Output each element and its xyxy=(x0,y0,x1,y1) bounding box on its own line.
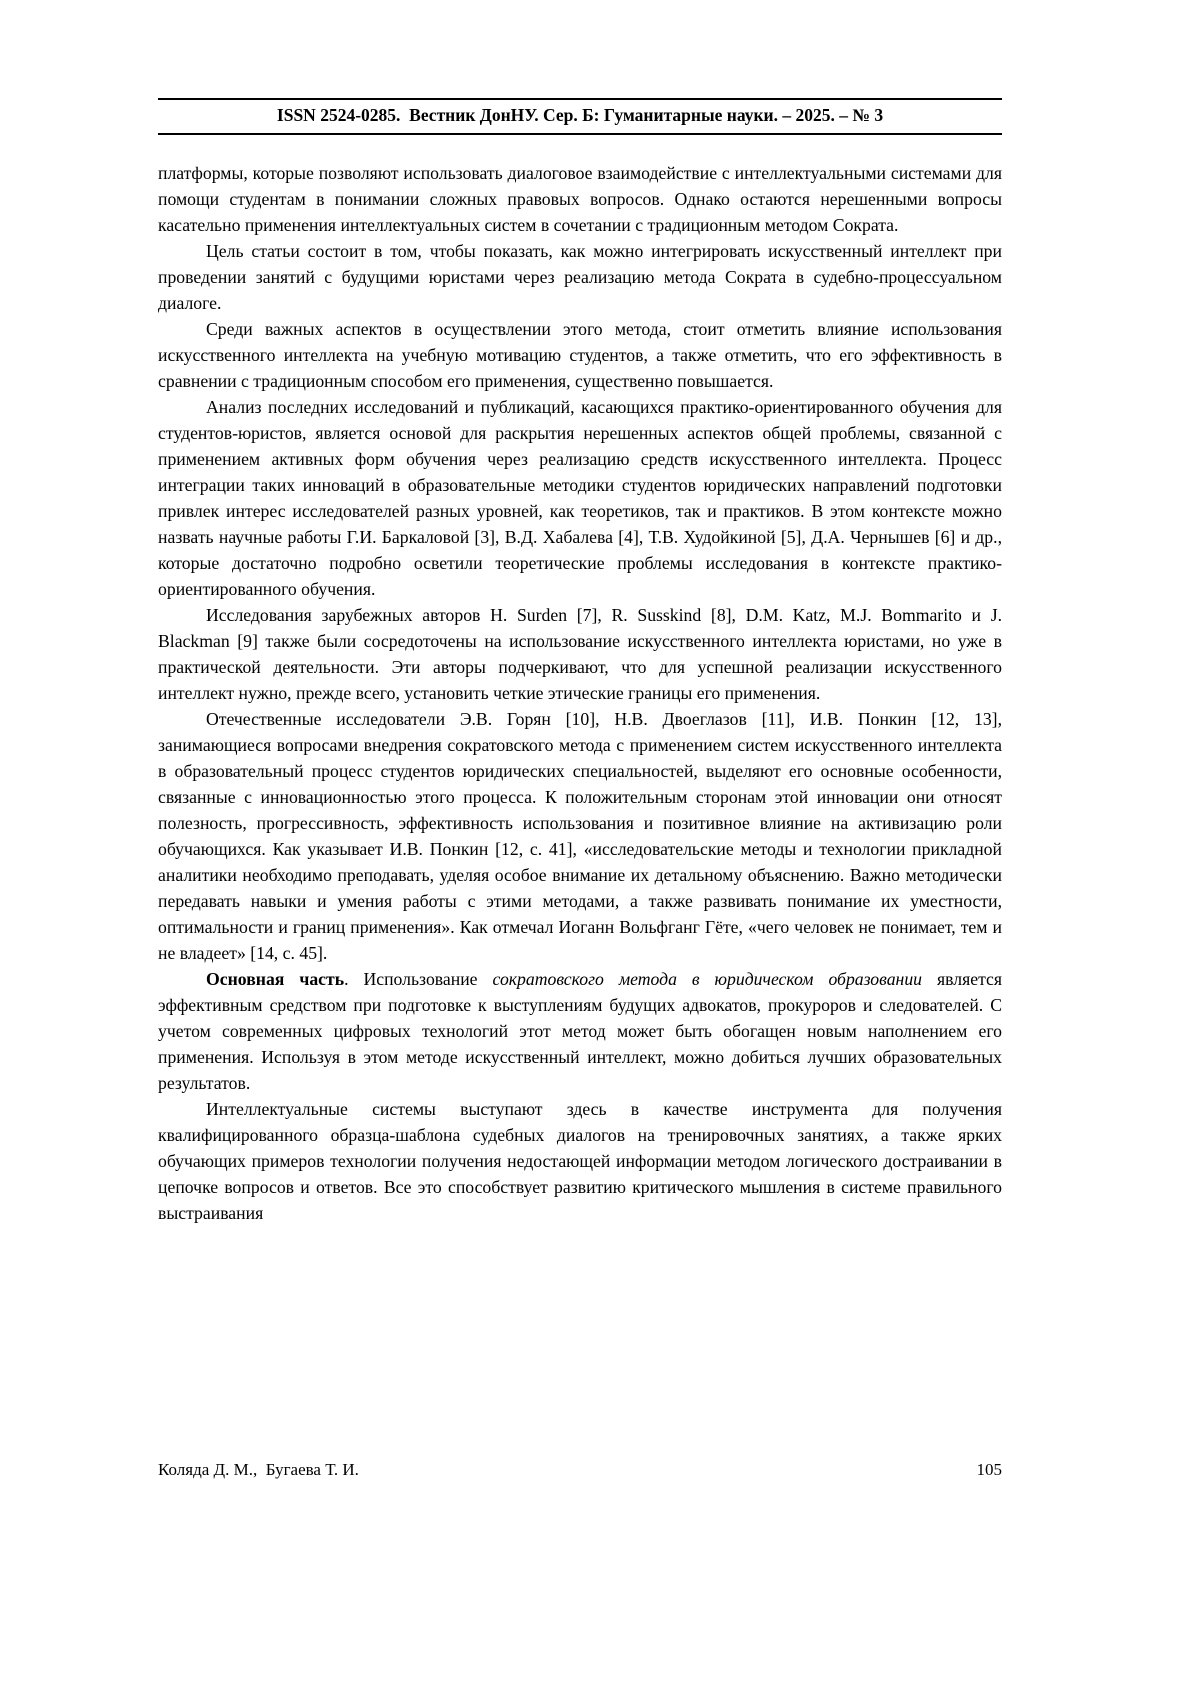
paragraph xyxy=(158,966,1002,1096)
text-run: . Использование xyxy=(344,969,493,989)
text-run: сократовского метода в юридическом образовании xyxy=(492,969,923,989)
text-run: Интеллектуальные системы выступают здесь в качестве инструмента для получения квалифицированного образца-шаблона судебных диалогов на тренировочных занятиях, а также ярких обучающих примеров технологии получения недостающей информации методом логического достраивании в цепочке вопросов и ответов. Все это способствует развитию критического мышления в системе правильного выстраивания xyxy=(158,1099,1002,1223)
paragraph xyxy=(158,160,1002,238)
paragraph xyxy=(158,238,1002,316)
paragraph xyxy=(158,316,1002,394)
article-body xyxy=(158,160,1002,1226)
text-run: Анализ последних исследований и публикаций, касающихся практико-ориентированного обучения для студентов-юристов, является основой для раскрытия нерешенных аспектов общей проблемы, связанной с применением активных форм обучения через реализацию средств искусственного интеллекта. Процесс интеграции таких инноваций в образовательные методики студентов юридических направлений подготовки привлек интерес исследователей разных уровней, как теоретиков, так и практиков. В этом контексте можно назвать научные работы Г.И. Баркаловой [3], В.Д. Хабалева [4], Т.В. Худойкиной [5], Д.А. Чернышев [6] и др., которые достаточно подробно осветили теоретические проблемы исследования в контексте практико-ориентированного обучения. xyxy=(158,397,1002,599)
text-run: Среди важных аспектов в осуществлении этого метода, стоит отметить влияние использования искусственного интеллекта на учебную мотивацию студентов, а также отметить, что его эффективность в сравнении с традиционным способом его применения, существенно повышается. xyxy=(158,319,1002,391)
text-run: Отечественные исследователи Э.В. Горян [10], Н.В. Двоеглазов [11], И.В. Понкин [12, 13], занимающиеся вопросами внедрения сократовского метода с применением систем искусственного интеллекта в образовательный процесс студентов юридических специальностей, выделяют его основные особенности, связанные с инновационностью этого процесса. К положительным сторонам этой инновации они относят полезность, прогрессивность, эффективность использования и позитивное влияние на активизацию роли обучающихся. Как указывает И.В. Понкин [12, с. 41], «исследовательские методы и технологии прикладной аналитики необходимо преподавать, уделяя особое внимание их детальному объяснению. Важно методически передавать навыки и умения работы с этими методами, а также развивать понимание их уместности, оптимальности и границ применения». Как отмечал Иоганн Вольфганг Гёте, «чего человек не понимает, тем и не владеет» [14, с. 45]. xyxy=(158,709,1002,963)
paragraph xyxy=(158,394,1002,602)
text-run: Цель статьи состоит в том, чтобы показать, как можно интегрировать искусственный интеллект при проведении занятий с будущими юристами через реализацию метода Сократа в судебно-процессуальном диалоге. xyxy=(158,241,1002,313)
paragraph xyxy=(158,1096,1002,1226)
text-run: является эффективным средством при подготовке к выступлениям будущих адвокатов, прокуроров и следователей. С учетом современных цифровых технологий этот метод может быть обогащен новым наполнением его применения. Используя в этом методе искусственный интеллект, можно добиться лучших образовательных результатов. xyxy=(158,969,1002,1093)
paragraph xyxy=(158,706,1002,966)
paragraph xyxy=(158,602,1002,706)
footer-page-number: 105 xyxy=(976,1460,1002,1479)
text-run: Основная часть xyxy=(206,969,345,989)
footer-authors: Коляда Д. М., Бугаева Т. И. xyxy=(158,1460,359,1479)
running-header xyxy=(158,98,1002,135)
page-footer xyxy=(158,1460,1002,1480)
journal-header-text: ISSN 2524-0285. Вестник ДонНУ. Сер. Б: Гуманитарные науки. – 2025. – № 3 xyxy=(276,105,884,125)
header-rule-bottom xyxy=(158,133,1002,135)
text-run: платформы, которые позволяют использовать диалоговое взаимодействие с интеллектуальными системами для помощи студентам в понимании сложных правовых вопросов. Однако остаются нерешенными вопросы касательно применения интеллектуальных систем в сочетании с традиционным методом Сократа. xyxy=(158,163,1002,235)
text-run: Исследования зарубежных авторов H. Surden [7], R. Susskind [8], D.M. Katz, M.J. Bommarito и J. Blackman [9] также были сосредоточены на использование искусственного интеллекта юристами, но уже в практической деятельности. Эти авторы подчеркивают, что для успешной реализации искусственного интеллект нужно, прежде всего, установить четкие этические границы его применения. xyxy=(158,605,1002,703)
